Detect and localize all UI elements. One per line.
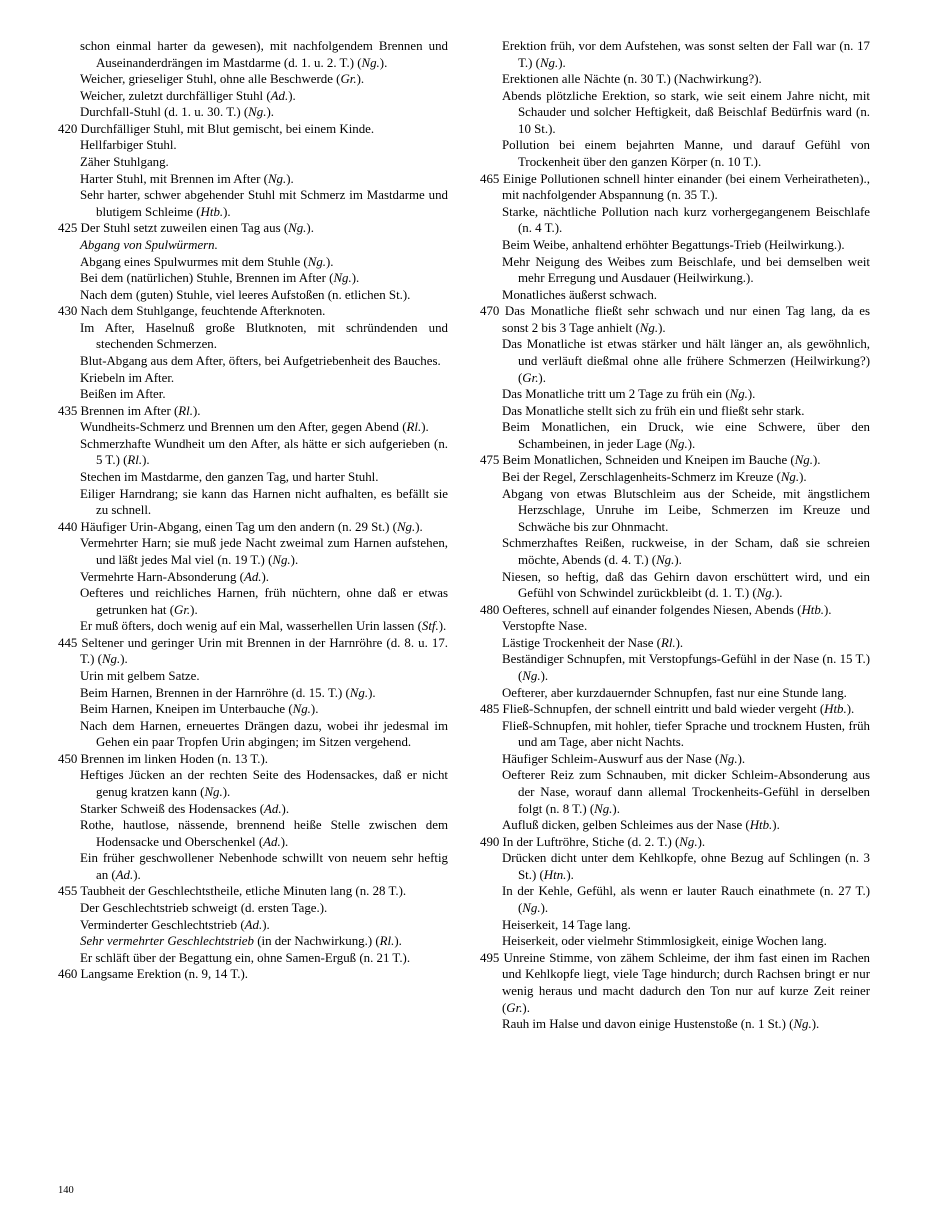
symptom-entry: Starker Schweiß des Hodensackes (Ad.). bbox=[80, 801, 290, 816]
symptom-entry: Rothe, hautlose, nässende, brennend heiße Stelle zwischen dem Hodensacke und Oberschenkel (Ad.). bbox=[80, 818, 448, 849]
numbered-symptom-entry: 445 Seltener und geringer Urin mit Brennen in der Harnröhre (d. 8. u. 17. T.) (Ng.). bbox=[58, 635, 448, 667]
symptom-entry: Heiserkeit, oder vielmehr Stimmlosigkeit, einige Wochen lang. bbox=[502, 934, 827, 949]
symptom-entry: Das Monatliche tritt um 2 Tage zu früh ein (Ng.). bbox=[502, 387, 756, 402]
numbered-symptom-entry: 490 In der Luftröhre, Stiche (d. 2. T.) (Ng.). bbox=[480, 834, 706, 849]
symptom-entry: Erektion früh, vor dem Aufstehen, was sonst selten der Fall war (n. 17 T.) (Ng.). bbox=[502, 39, 870, 70]
symptom-entry: Abgang eines Spulwurmes mit dem Stuhle (Ng.). bbox=[80, 254, 334, 269]
symptom-entry: Verminderter Geschlechtstrieb (Ad.). bbox=[80, 917, 270, 932]
symptom-entry: Aufluß dicken, gelben Schleimes aus der Nase (Htb.). bbox=[502, 818, 780, 833]
symptom-entry: Sehr vermehrter Geschlechtstrieb (in der Nachwirkung.) (Rl.). bbox=[80, 934, 402, 949]
numbered-symptom-entry: 485 Fließ-Schnupfen, der schnell eintritt und bald wieder vergeht (Htb.). bbox=[480, 702, 855, 717]
symptom-entry: Das Monatliche stellt sich zu früh ein und fließt sehr stark. bbox=[502, 403, 805, 418]
symptom-entry: Abgang von Spulwürmern. bbox=[80, 237, 218, 252]
symptom-entry: Harter Stuhl, mit Brennen im After (Ng.). bbox=[80, 171, 294, 186]
symptom-entry: Urin mit gelbem Satze. bbox=[80, 668, 200, 683]
symptom-entry: Das Monatliche ist etwas stärker und hält länger an, als gewöhnlich, und verläuft dießmal ohne alle frühere Schmerzen (Heilwirkung?) (Gr.). bbox=[502, 337, 870, 385]
symptom-entry: Sehr harter, schwer abgehender Stuhl mit Schmerz im Mastdarme und blutigem Schleime (Htb.). bbox=[80, 188, 448, 219]
symptom-entry: Pollution bei einem bejahrten Manne, und darauf Gefühl von Trockenheit über den ganzen Körper (n. 10 T.). bbox=[502, 138, 870, 170]
symptom-entry: Schmerzhafte Wundheit um den After, als hätte er sich aufgerieben (n. 5 T.) (Rl.). bbox=[80, 436, 448, 468]
symptom-entry: Beim Weibe, anhaltend erhöhter Begattungs-Trieb (Heilwirkung.). bbox=[502, 237, 845, 252]
page-number: 140 bbox=[58, 1185, 74, 1196]
symptom-entry: Eiliger Harndrang; sie kann das Harnen nicht aufhalten, es befällt sie zu schnell. bbox=[80, 486, 448, 518]
symptom-entry: Oefteres und reichliches Harnen, früh nüchtern, ohne daß er etwas getrunken hat (Gr.). bbox=[80, 586, 448, 617]
numbered-symptom-entry: 475 Beim Monatlichen, Schneiden und Kneipen im Bauche (Ng.). bbox=[480, 453, 821, 468]
symptom-entry: Vermehrte Harn-Absonderung (Ad.). bbox=[80, 569, 270, 584]
symptom-entry: Bei der Regel, Zerschlagenheits-Schmerz im Kreuze (Ng.). bbox=[502, 470, 807, 485]
numbered-symptom-entry: 440 Häufiger Urin-Abgang, einen Tag um den andern (n. 29 St.) (Ng.). bbox=[58, 519, 423, 534]
symptom-entry: Starke, nächtliche Pollution nach kurz vorhergegangenem Beischlafe (n. 4 T.). bbox=[502, 204, 870, 236]
symptom-entry: Zäher Stuhlgang. bbox=[80, 155, 169, 170]
symptom-entry: Heiserkeit, 14 Tage lang. bbox=[502, 917, 631, 932]
numbered-symptom-entry: 480 Oefteres, schnell auf einander folgendes Niesen, Abends (Htb.). bbox=[480, 602, 832, 617]
symptom-entry: Der Geschlechtstrieb schweigt (d. ersten Tage.). bbox=[80, 901, 328, 916]
symptom-entry: In der Kehle, Gefühl, als wenn er lauter Rauch einathmete (n. 27 T.) (Ng.). bbox=[502, 884, 870, 916]
symptom-entry: Stechen im Mastdarme, den ganzen Tag, und harter Stuhl. bbox=[80, 470, 379, 485]
symptom-entry: Durchfall-Stuhl (d. 1. u. 30. T.) (Ng.). bbox=[80, 105, 274, 120]
symptom-entry: Weicher, grieseliger Stuhl, ohne alle Beschwerde (Gr.). bbox=[80, 72, 365, 87]
symptom-entry: Er schläft über der Begattung ein, ohne Samen-Erguß (n. 21 T.). bbox=[80, 950, 411, 965]
symptom-entry: Häufiger Schleim-Auswurf aus der Nase (Ng.). bbox=[502, 751, 746, 766]
numbered-symptom-entry: 430 Nach dem Stuhlgange, feuchtende Afterknoten. bbox=[58, 304, 326, 319]
symptom-entry: Beim Monatlichen, ein Druck, wie eine Schwere, über den Schambeinen, in jeder Lage (Ng.). bbox=[502, 420, 870, 451]
symptom-entry: Hellfarbiger Stuhl. bbox=[80, 138, 177, 153]
symptom-entry: Mehr Neigung des Weibes zum Beischlafe, und bei demselben weit mehr Erregung und Ausdauer (Heilwirkung.). bbox=[502, 254, 870, 286]
symptom-entry: Bei dem (natürlichen) Stuhle, Brennen im After (Ng.). bbox=[80, 271, 360, 286]
symptom-entry: Abends plötzliche Erektion, so stark, wie seit einem Jahre nicht, mit Schauder und solcher Heftigkeit, daß Beischlaf Bedürfnis ward (n. 10 St.). bbox=[502, 88, 870, 136]
symptom-entry: Ein früher geschwollener Nebenhode schwillt von neuem sehr heftig an (Ad.). bbox=[80, 851, 448, 882]
symptom-entry: Nach dem (guten) Stuhle, viel leeres Aufstoßen (n. etlichen St.). bbox=[80, 287, 411, 302]
numbered-symptom-entry: 450 Brennen im linken Hoden (n. 13 T.). bbox=[58, 751, 269, 766]
symptom-entry: Beim Harnen, Brennen in der Harnröhre (d. 15. T.) (Ng.). bbox=[80, 685, 376, 700]
numbered-symptom-entry: 420 Durchfälliger Stuhl, mit Blut gemischt, bei einem Kinde. bbox=[58, 121, 375, 136]
symptom-entry: Erektionen alle Nächte (n. 30 T.) (Nachwirkung?). bbox=[502, 72, 762, 87]
symptom-entry: Kriebeln im After. bbox=[80, 370, 175, 385]
numbered-symptom-entry: 470 Das Monatliche fließt sehr schwach und nur einen Tag lang, da es sonst 2 bis 3 Tage anhielt (Ng.). bbox=[480, 304, 870, 335]
left-column bbox=[58, 38, 448, 983]
symptom-entry: Im After, Haselnuß große Blutknoten, mit schründenden und stechenden Schmerzen. bbox=[80, 320, 448, 352]
symptom-entry: Vermehrter Harn; sie muß jede Nacht zweimal zum Harnen aufstehen, und läßt jedes Mal viel (n. 19 T.) (Ng.). bbox=[80, 536, 448, 567]
numbered-symptom-entry: 455 Taubheit der Geschlechtstheile, etliche Minuten lang (n. 28 T.). bbox=[58, 884, 407, 899]
symptom-entry: Rauh im Halse und davon einige Hustenstoße (n. 1 St.) (Ng.). bbox=[502, 1017, 820, 1032]
symptom-entry: Wundheits-Schmerz und Brennen um den After, gegen Abend (Rl.). bbox=[80, 420, 429, 435]
symptom-entry: Fließ-Schnupfen, mit hohler, tiefer Sprache und trocknem Husten, früh und am Tage, aber nicht Nachts. bbox=[502, 718, 870, 750]
numbered-symptom-entry: 435 Brennen im After (Rl.). bbox=[58, 403, 201, 418]
symptom-entry: Blut-Abgang aus dem After, öfters, bei Aufgetriebenheit des Bauches. bbox=[80, 353, 441, 368]
symptom-entry: Oefterer Reiz zum Schnauben, mit dicker Schleim-Absonderung aus der Nase, worauf dann allemal Trockenheits-Gefühl in derselben folgt (n. 8 T.) (Ng.). bbox=[502, 768, 870, 816]
symptom-entry: Verstopfte Nase. bbox=[502, 619, 588, 634]
symptom-entry: Er muß öfters, doch wenig auf ein Mal, wasserhellen Urin lassen (Stf.). bbox=[80, 619, 447, 634]
symptom-entry: Weicher, zuletzt durchfälliger Stuhl (Ad.). bbox=[80, 88, 296, 103]
symptom-entry: schon einmal harter da gewesen), mit nachfolgendem Brennen und Auseinanderdrängen im Mastdarme (d. 1. u. 2. T.) (Ng.). bbox=[80, 39, 448, 70]
symptom-entry: Monatliches äußerst schwach. bbox=[502, 287, 657, 302]
symptom-entry: Niesen, so heftig, daß das Gehirn davon erschüttert wird, und ein Gefühl von Schwindel zurückbleibt (d. 1. T.) (Ng.). bbox=[502, 569, 870, 601]
symptom-entry: Nach dem Harnen, erneuertes Drängen dazu, wobei ihr jedesmal im Gehen ein paar Tropfen Urin abgingen; im Sitzen vergehend. bbox=[80, 718, 448, 750]
symptom-entry: Oefterer, aber kurzdauernder Schnupfen, fast nur eine Stunde lang. bbox=[502, 685, 847, 700]
right-column bbox=[480, 38, 870, 1033]
numbered-symptom-entry: 465 Einige Pollutionen schnell hinter einander (bei einem Verheiratheten)., mit nachfolgender Abspannung (n. 35 T.). bbox=[480, 171, 870, 203]
numbered-symptom-entry: 460 Langsame Erektion (n. 9, 14 T.). bbox=[58, 967, 248, 982]
symptom-entry: Schmerzhaftes Reißen, ruckweise, in der Scham, daß sie schreien möchte, Abends (d. 4. T.) (Ng.). bbox=[502, 536, 870, 567]
symptom-entry: Beständiger Schnupfen, mit Verstopfungs-Gefühl in der Nase (n. 15 T.) (Ng.). bbox=[502, 652, 870, 683]
symptom-entry: Drücken dicht unter dem Kehlkopfe, ohne Bezug auf Schlingen (n. 3 St.) (Htn.). bbox=[502, 851, 870, 882]
symptom-entry: Beißen im After. bbox=[80, 387, 166, 402]
numbered-symptom-entry: 495 Unreine Stimme, von zähem Schleime, der ihm fast einen im Rachen und Kehlkopfe liegt, viele Tage hindurch; durch Rachsen bringt er nur wenig heraus und macht dadurch den Ton nur auf kurze Zeit reiner (Gr.). bbox=[480, 950, 870, 1015]
symptom-entry: Lästige Trockenheit der Nase (Rl.). bbox=[502, 635, 684, 650]
symptom-entry: Heftiges Jücken an der rechten Seite des Hodensackes, daß er nicht genug kratzen kann (Ng.). bbox=[80, 768, 448, 800]
numbered-symptom-entry: 425 Der Stuhl setzt zuweilen einen Tag aus (Ng.). bbox=[58, 221, 314, 236]
symptom-entry: Abgang von etwas Blutschleim aus der Scheide, mit ängstlichem Herzschlage, Unruhe im Leibe, Schmerzen im Kreuze und Schwäche bis zur Ohnmacht. bbox=[502, 486, 870, 534]
two-column-body bbox=[58, 38, 877, 1033]
symptom-entry: Beim Harnen, Kneipen im Unterbauche (Ng.). bbox=[80, 702, 319, 717]
